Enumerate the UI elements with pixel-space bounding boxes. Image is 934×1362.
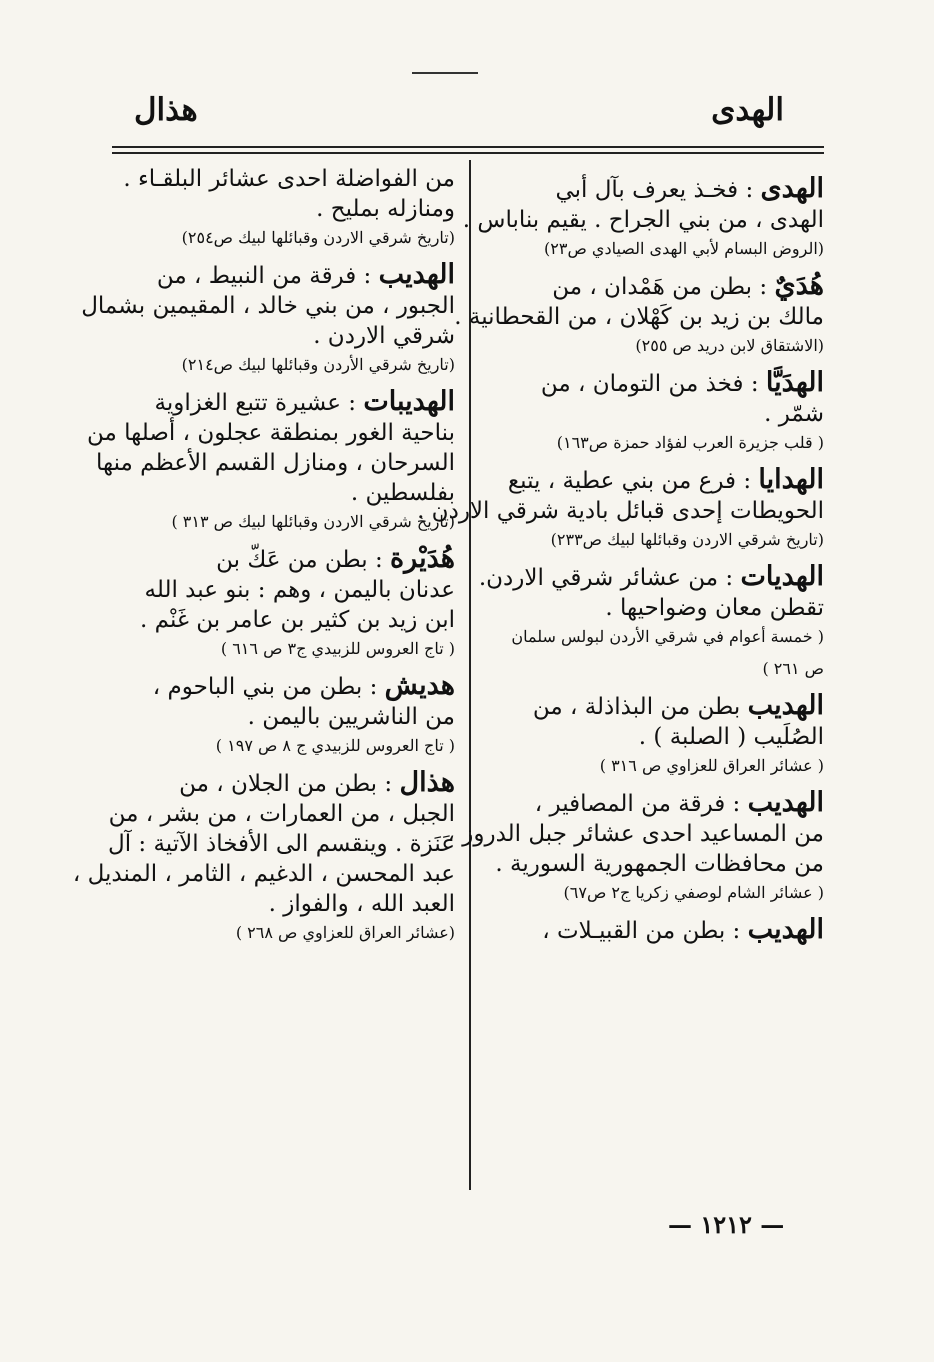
entry-headword: الهديب xyxy=(747,914,824,945)
entry-headword: الهديات xyxy=(740,561,824,592)
header-rule-bottom xyxy=(112,152,824,154)
text-line: العبد الله ، والفواز . xyxy=(268,891,455,917)
source-citation: ( عشائر العراق للعزاوي ص ٣١٦ ) xyxy=(599,756,824,775)
dictionary-entry-line xyxy=(112,671,455,702)
source-citation: ص ٢٦١ ) xyxy=(762,659,824,678)
dictionary-entry-line xyxy=(479,915,824,946)
dictionary-entry-line xyxy=(112,387,455,418)
entry-text: : فخـذ يعرف بآل أبي xyxy=(555,177,761,203)
entry-headword: الهديبات xyxy=(363,386,455,417)
dictionary-entry-line xyxy=(112,768,455,799)
source-citation: ( خمسة أعوام في شرقي الأردن لبولس سلمان xyxy=(511,627,824,646)
text-line: تقطن معان وضواحيها . xyxy=(605,595,824,621)
entry-text: : بطن من هَمْدان ، من xyxy=(552,274,775,300)
entry-text: : فرقة من المصافير ، xyxy=(534,791,748,817)
text-line: الصُلَيب ( الصلبة ) . xyxy=(638,724,824,750)
entry-headword: هُدَيْرة xyxy=(390,543,455,574)
header-rule-top xyxy=(112,146,824,148)
entry-text: : بطن من عَكّ بن xyxy=(216,547,391,573)
entry-text: بطن من البذاذلة ، من xyxy=(532,694,748,720)
text-line: الجبور ، من بني خالد ، المقيمين بشمال xyxy=(81,293,455,319)
text-line: بناحية الغور بمنطقة عجلون ، أصلها من xyxy=(86,420,455,446)
entry-headword: الهديب xyxy=(747,787,824,818)
source-citation: (تاريخ شرقي الاردن وقبائلها لبيك ص ٣١٣ ) xyxy=(171,512,455,531)
top-ornament-rule xyxy=(412,72,478,74)
text-line: عَنَزة . وينقسم الى الأفخاذ الآتية : آل xyxy=(108,831,455,857)
text-line: مالك بن زيد بن كَهْلان ، من القحطانية . xyxy=(454,304,824,330)
text-line: من المساعيد احدى عشائر جبل الدروز ، xyxy=(447,821,824,847)
entry-text: : فرع من بني عطية ، يتبع xyxy=(507,468,759,494)
text-line: ومنازله بمليح . xyxy=(316,196,455,222)
entry-headword: هُدَيٌ xyxy=(774,270,824,301)
entry-headword: الهديب xyxy=(747,690,824,721)
dictionary-entry-line xyxy=(479,271,824,302)
running-head-right: الهدى xyxy=(711,92,784,128)
entry-text: : فخذ من التومان ، من xyxy=(540,371,766,397)
entry-headword: هذال xyxy=(399,767,455,798)
text-line: عبد المحسن ، الدغيم ، الثامر ، المنديل ، xyxy=(72,861,455,887)
source-citation: (الاشتقاق لابن دريد ص ٢٥٥) xyxy=(635,336,824,355)
entry-text: : عشيرة تتبع الغزاوية xyxy=(154,390,364,416)
text-line: الهدى ، من بني الجراح . يقيم بناباس . xyxy=(462,207,824,233)
dictionary-entry-line xyxy=(479,368,824,399)
page-number: — ١٢١٢ — xyxy=(668,1210,785,1239)
source-citation: (تاريخ شرقي الاردن وقبائلها لبيك ص٢٣٣) xyxy=(550,530,824,549)
entry-headword: هديش xyxy=(384,670,455,701)
source-citation: ( عشائر الشام لوصفي زكريا ج٢ ص٦٧) xyxy=(563,883,824,902)
entry-headword: الهدايا xyxy=(758,464,824,495)
source-citation: (الروض البسام لأبي الهدى الصيادي ص٢٣) xyxy=(544,239,824,258)
source-citation: ( قلب جزيرة العرب لفؤاد حمزة ص١٦٣) xyxy=(556,433,824,452)
entry-headword: الهديب xyxy=(378,259,455,290)
text-line: شمّر . xyxy=(764,401,824,427)
entry-text: : بطن من بني الباحوم ، xyxy=(152,674,385,700)
text-line: الجبل ، من العمارات ، من بشر ، من xyxy=(108,801,455,827)
entry-text: : فرقة من النبيط ، من xyxy=(156,263,379,289)
running-head-left: هذال xyxy=(134,92,198,128)
source-citation: (تاريخ شرقي الأردن وقبائلها لبيك ص٢١٤) xyxy=(181,355,455,374)
text-line: من الفواضلة احدى عشائر البلقـاء . xyxy=(123,166,455,192)
text-line: ابن زيد بن كثير بن عامر بن غَنْم . xyxy=(140,607,455,633)
dictionary-entry-line xyxy=(479,788,824,819)
entry-headword: الهدى xyxy=(760,173,824,204)
dictionary-entry-line xyxy=(479,465,824,496)
text-line: السرحان ، ومنازل القسم الأعظم منها xyxy=(95,450,455,476)
left-column xyxy=(72,164,455,953)
text-line: عدنان باليمن ، وهم : بنو عبد الله xyxy=(144,577,455,603)
source-citation: (عشائر العراق للعزاوي ص ٢٦٨ ) xyxy=(235,923,455,942)
dictionary-entry-line xyxy=(479,691,824,722)
entry-text: : من عشائر شرقي الاردن. xyxy=(478,565,741,591)
source-citation: (تاريخ شرقي الاردن وقبائلها لبيك ص٢٥٤) xyxy=(181,228,455,247)
entry-text: : بطن من الجلان ، من xyxy=(179,771,400,797)
source-citation: ( تاج العروس للزبيدي ج٣ ص ٦١٦ ) xyxy=(220,639,455,658)
text-line: بفلسطين . xyxy=(350,480,455,506)
entry-text: : بطن من القبيـلات ، xyxy=(542,918,748,944)
text-line: من الناشريين باليمن . xyxy=(247,704,455,730)
text-line: شرقي الاردن . xyxy=(313,323,455,349)
source-citation: ( تاج العروس للزبيدي ج ٨ ص ١٩٧ ) xyxy=(215,736,455,755)
dictionary-entry-line xyxy=(112,544,455,575)
entry-headword: الهدَيَّا xyxy=(765,367,824,398)
text-line: الحويطات إحدى قبائل بادية شرقي الاردن . xyxy=(417,498,824,524)
dictionary-entry-line xyxy=(112,260,455,291)
text-line: من محافظات الجمهورية السورية . xyxy=(495,851,824,877)
dictionary-entry-line xyxy=(479,562,824,593)
dictionary-entry-line xyxy=(479,174,824,205)
